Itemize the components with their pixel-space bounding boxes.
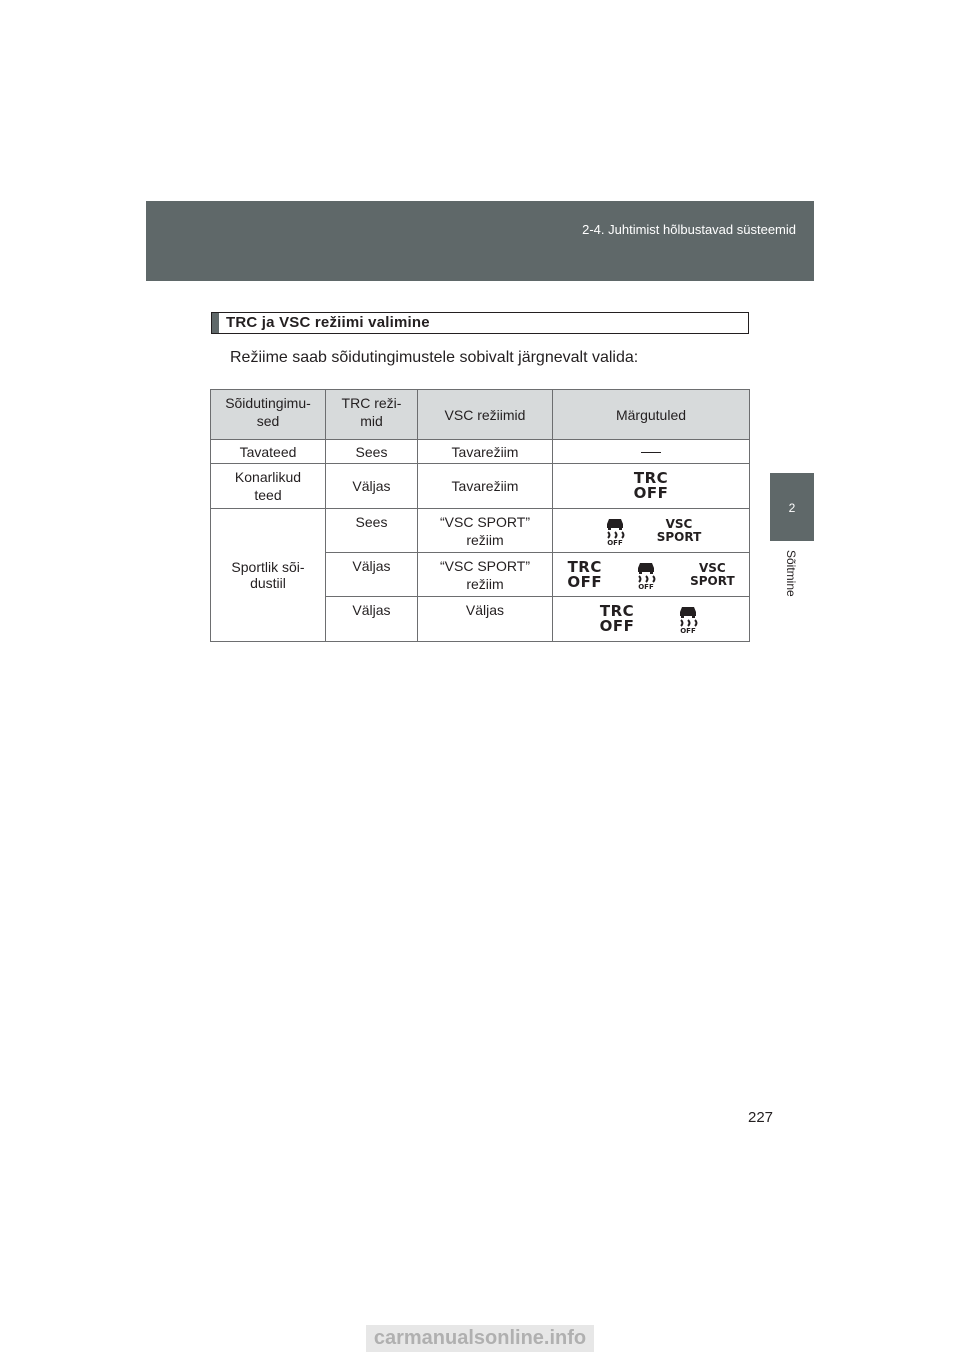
header-vsc-modes: VSC režiimid xyxy=(418,390,553,440)
chapter-title: 2-4. Juhtimist hõlbustavad süsteemid xyxy=(582,222,796,237)
table-row xyxy=(211,509,750,553)
cell-condition: Tavateed xyxy=(211,440,326,464)
slip-off-indicator-icon xyxy=(601,516,629,546)
cell-trc: Väljas xyxy=(326,464,418,509)
cell-trc: Sees xyxy=(326,440,418,464)
svg-text:OFF: OFF xyxy=(606,538,623,546)
cell-trc: Väljas xyxy=(326,553,418,597)
section-heading xyxy=(211,312,749,334)
cell-indicators xyxy=(553,597,750,642)
header-indicators: Märgutuled xyxy=(553,390,750,440)
cell-trc: Sees xyxy=(326,509,418,553)
trc-off-indicator-icon: TRC OFF xyxy=(599,602,635,635)
cell-vsc: “VSC SPORT” režiim xyxy=(418,553,553,597)
page-number: 227 xyxy=(748,1109,774,1126)
svg-text:OFF: OFF xyxy=(680,627,697,634)
section-title: TRC ja VSC režiimi valimine xyxy=(226,314,430,331)
dash-placeholder xyxy=(641,452,661,453)
chapter-side-label xyxy=(780,550,804,610)
cell-vsc: “VSC SPORT” režiim xyxy=(418,509,553,553)
section-heading-bar xyxy=(212,313,219,333)
cell-trc: Väljas xyxy=(326,597,418,642)
cell-vsc: Tavarežiim xyxy=(418,464,553,509)
watermark-text: carmanualsonline.info xyxy=(366,1325,594,1352)
cell-vsc: Väljas xyxy=(418,597,553,642)
trc-off-indicator-icon: TRC OFF xyxy=(633,469,669,502)
header-trc-modes: TRC reži- mid xyxy=(326,390,418,440)
mode-table xyxy=(210,389,750,642)
watermark xyxy=(0,1325,960,1352)
table-header-row xyxy=(211,390,750,440)
cell-indicators xyxy=(553,440,750,464)
cell-indicators xyxy=(553,553,750,597)
chapter-number: 2 xyxy=(788,501,796,515)
intro-text: Režiime saab sõidutingimustele sobivalt järgnevalt valida: xyxy=(230,349,639,366)
slip-off-indicator-icon xyxy=(674,604,702,634)
cell-indicators xyxy=(553,509,750,553)
table-row xyxy=(211,440,750,464)
chapter-label: Sõitmine xyxy=(784,550,798,597)
svg-text:OFF: OFF xyxy=(638,582,654,590)
vsc-sport-indicator-icon: VSC SPORT xyxy=(690,560,735,588)
vsc-sport-indicator-icon: VSC SPORT xyxy=(656,516,702,544)
header-conditions: Sõidutingimu- sed xyxy=(211,390,326,440)
chapter-side-tab xyxy=(770,473,814,541)
slip-off-indicator-icon xyxy=(632,560,660,590)
cell-condition: Konarlikud teed xyxy=(211,464,326,509)
cell-condition: Sportlik sõi- dustiil xyxy=(211,509,326,642)
cell-indicators xyxy=(553,464,750,509)
cell-vsc: Tavarežiim xyxy=(418,440,553,464)
trc-off-indicator-icon: TRC OFF xyxy=(567,557,603,591)
chapter-header xyxy=(146,201,814,281)
table-row xyxy=(211,464,750,509)
